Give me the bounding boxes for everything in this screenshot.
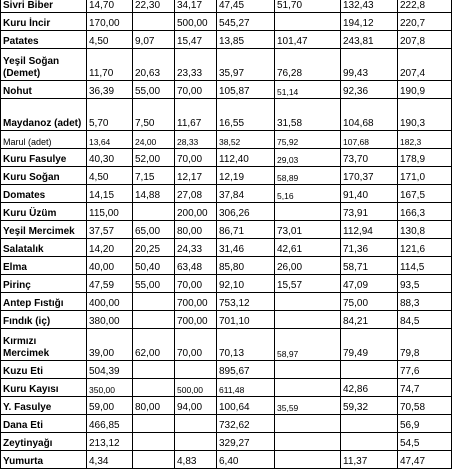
value-cell-c6: 112,94 [341,221,398,239]
table-row [1,397,452,415]
table-row [1,131,452,149]
value-cell-c3: 63,48 [175,257,217,275]
value-cell-c5 [275,361,341,379]
value-cell-c4: 35,97 [217,49,275,81]
value-cell-c4: 85,80 [217,257,275,275]
value-cell-c2: 20,25 [133,239,175,257]
value-cell-c1: 5,70 [87,99,133,131]
value-cell-c6: 91,40 [341,185,398,203]
value-cell-c3: 500,00 [175,379,217,397]
table-row [1,0,452,13]
value-cell-c3: 4,83 [175,451,217,469]
value-cell-c6: 99,43 [341,49,398,81]
value-cell-c7: 74,7 [398,379,452,397]
value-cell-c3: 11,67 [175,99,217,131]
value-cell-c5 [275,203,341,221]
value-cell-c4: 105,87 [217,81,275,99]
value-cell-c4: 86,71 [217,221,275,239]
value-cell-c5: 31,58 [275,99,341,131]
value-cell-c6: 107,68 [341,131,398,149]
value-cell-c6: 194,12 [341,13,398,31]
value-cell-c4: 70,13 [217,329,275,361]
value-cell-c3: 94,00 [175,397,217,415]
value-cell-c5: 75,92 [275,131,341,149]
value-cell-c7: 220,7 [398,13,452,31]
product-name-cell: Kuru Üzüm [1,203,87,221]
value-cell-c4: 100,64 [217,397,275,415]
value-cell-c7: 130,8 [398,221,452,239]
value-cell-c1: 39,00 [87,329,133,361]
value-cell-c2 [133,379,175,397]
value-cell-c5 [275,379,341,397]
value-cell-c5: 76,28 [275,49,341,81]
value-cell-c5: 29,03 [275,149,341,167]
value-cell-c5 [275,311,341,329]
value-cell-c4: 306,26 [217,203,275,221]
value-cell-c6: 104,68 [341,99,398,131]
table-row [1,275,452,293]
value-cell-c2 [133,203,175,221]
value-cell-c3: 28,33 [175,131,217,149]
value-cell-c5: 42,61 [275,239,341,257]
value-cell-c6: 71,36 [341,239,398,257]
value-cell-c1: 400,00 [87,293,133,311]
table-row [1,167,452,185]
price-table-body [1,0,452,469]
value-cell-c5 [275,293,341,311]
value-cell-c6: 170,37 [341,167,398,185]
value-cell-c5: 51,14 [275,81,341,99]
value-cell-c6: 42,86 [341,379,398,397]
table-row [1,81,452,99]
table-row [1,185,452,203]
product-name-cell: Zeytinyağı [1,433,87,451]
value-cell-c7: 222,8 [398,0,452,13]
value-cell-c3: 200,00 [175,203,217,221]
value-cell-c6: 47,09 [341,275,398,293]
value-cell-c5 [275,433,341,451]
value-cell-c3: 70,00 [175,149,217,167]
value-cell-c5 [275,415,341,433]
value-cell-c6 [341,433,398,451]
value-cell-c1: 14,70 [87,0,133,13]
value-cell-c5 [275,13,341,31]
product-name-cell: Kırmızı Mercimek [1,329,87,361]
value-cell-c2: 9,07 [133,31,175,49]
product-name-cell: Y. Fasulye [1,397,87,415]
value-cell-c3: 12,17 [175,167,217,185]
product-name-cell: Yeşil Soğan (Demet) [1,49,87,81]
value-cell-c3 [175,415,217,433]
value-cell-c1: 115,00 [87,203,133,221]
value-cell-c1: 213,12 [87,433,133,451]
value-cell-c2 [133,415,175,433]
value-cell-c5: 15,57 [275,275,341,293]
value-cell-c6: 132,43 [341,0,398,13]
value-cell-c3: 70,00 [175,275,217,293]
value-cell-c6: 75,00 [341,293,398,311]
value-cell-c2: 20,63 [133,49,175,81]
value-cell-c3: 70,00 [175,329,217,361]
value-cell-c7: 182,3 [398,131,452,149]
value-cell-c1: 504,39 [87,361,133,379]
value-cell-c5: 51,70 [275,0,341,13]
table-row [1,379,452,397]
value-cell-c2: 50,40 [133,257,175,275]
value-cell-c1: 40,30 [87,149,133,167]
value-cell-c6: 58,71 [341,257,398,275]
value-cell-c5: 101,47 [275,31,341,49]
value-cell-c2: 80,00 [133,397,175,415]
table-row [1,31,452,49]
value-cell-c1: 466,85 [87,415,133,433]
value-cell-c1: 4,50 [87,31,133,49]
value-cell-c4: 13,85 [217,31,275,49]
value-cell-c7: 70,58 [398,397,452,415]
value-cell-c4: 31,46 [217,239,275,257]
value-cell-c2: 7,50 [133,99,175,131]
product-name-cell: Kuru İncir [1,13,87,31]
value-cell-c1: 14,15 [87,185,133,203]
value-cell-c2 [133,13,175,31]
value-cell-c3: 27,08 [175,185,217,203]
table-row [1,361,452,379]
value-cell-c7: 56,9 [398,415,452,433]
value-cell-c6 [341,415,398,433]
value-cell-c5: 58,89 [275,167,341,185]
value-cell-c1: 380,00 [87,311,133,329]
value-cell-c3: 23,33 [175,49,217,81]
value-cell-c2 [133,433,175,451]
value-cell-c7: 114,5 [398,257,452,275]
value-cell-c4: 37,84 [217,185,275,203]
product-name-cell: Yeşil Mercimek [1,221,87,239]
product-name-cell: Salatalık [1,239,87,257]
table-row [1,257,452,275]
value-cell-c2: 14,88 [133,185,175,203]
value-cell-c4: 545,27 [217,13,275,31]
value-cell-c6: 11,37 [341,451,398,469]
value-cell-c7: 47,47 [398,451,452,469]
product-name-cell: Elma [1,257,87,275]
value-cell-c2: 62,00 [133,329,175,361]
value-cell-c4: 611,48 [217,379,275,397]
value-cell-c4: 753,12 [217,293,275,311]
value-cell-c4: 6,40 [217,451,275,469]
table-row [1,311,452,329]
value-cell-c2: 55,00 [133,81,175,99]
value-cell-c4: 732,62 [217,415,275,433]
value-cell-c7: 190,3 [398,99,452,131]
value-cell-c3: 700,00 [175,311,217,329]
value-cell-c1: 11,70 [87,49,133,81]
value-cell-c4: 38,52 [217,131,275,149]
product-name-cell: Yumurta [1,451,87,469]
value-cell-c3: 15,47 [175,31,217,49]
value-cell-c6: 73,91 [341,203,398,221]
value-cell-c5: 35,59 [275,397,341,415]
value-cell-c5 [275,451,341,469]
value-cell-c4: 701,10 [217,311,275,329]
value-cell-c5: 73,01 [275,221,341,239]
value-cell-c2: 55,00 [133,275,175,293]
value-cell-c3 [175,361,217,379]
table-row [1,13,452,31]
value-cell-c1: 40,00 [87,257,133,275]
value-cell-c6 [341,361,398,379]
value-cell-c5: 58,97 [275,329,341,361]
table-row [1,415,452,433]
table-row [1,239,452,257]
value-cell-c3: 34,17 [175,0,217,13]
value-cell-c3: 500,00 [175,13,217,31]
value-cell-c6: 73,70 [341,149,398,167]
table-row [1,221,452,239]
value-cell-c7: 167,5 [398,185,452,203]
value-cell-c2: 7,15 [133,167,175,185]
value-cell-c7: 77,6 [398,361,452,379]
value-cell-c4: 16,55 [217,99,275,131]
value-cell-c1: 4,50 [87,167,133,185]
table-row [1,451,452,469]
value-cell-c1: 13,64 [87,131,133,149]
value-cell-c1: 36,39 [87,81,133,99]
table-row [1,433,452,451]
value-cell-c5: 5,16 [275,185,341,203]
value-cell-c2: 52,00 [133,149,175,167]
value-cell-c7: 171,0 [398,167,452,185]
value-cell-c6: 92,36 [341,81,398,99]
value-cell-c7: 79,8 [398,329,452,361]
value-cell-c2: 24,00 [133,131,175,149]
value-cell-c1: 59,00 [87,397,133,415]
product-name-cell: Fındık (iç) [1,311,87,329]
value-cell-c6: 243,81 [341,31,398,49]
product-name-cell: Kuru Soğan [1,167,87,185]
product-name-cell: Patates [1,31,87,49]
product-name-cell: Domates [1,185,87,203]
value-cell-c7: 207,4 [398,49,452,81]
table-row [1,49,452,81]
value-cell-c2: 65,00 [133,221,175,239]
value-cell-c3: 70,00 [175,81,217,99]
value-cell-c5: 26,00 [275,257,341,275]
value-cell-c1: 350,00 [87,379,133,397]
value-cell-c3: 24,33 [175,239,217,257]
value-cell-c1: 170,00 [87,13,133,31]
value-cell-c7: 166,3 [398,203,452,221]
value-cell-c2 [133,311,175,329]
value-cell-c4: 12,19 [217,167,275,185]
value-cell-c6: 84,21 [341,311,398,329]
product-name-cell: Sivri Biber [1,0,87,13]
product-name-cell: Kuzu Eti [1,361,87,379]
product-name-cell: Kuru Fasulye [1,149,87,167]
value-cell-c6: 79,49 [341,329,398,361]
value-cell-c4: 895,67 [217,361,275,379]
value-cell-c2: 22,30 [133,0,175,13]
product-name-cell: Nohut [1,81,87,99]
table-row [1,293,452,311]
value-cell-c7: 121,6 [398,239,452,257]
table-row [1,329,452,361]
value-cell-c4: 47,45 [217,0,275,13]
value-cell-c4: 112,40 [217,149,275,167]
value-cell-c1: 4,34 [87,451,133,469]
value-cell-c7: 207,8 [398,31,452,49]
value-cell-c3: 700,00 [175,293,217,311]
value-cell-c7: 54,5 [398,433,452,451]
value-cell-c1: 14,20 [87,239,133,257]
value-cell-c4: 329,27 [217,433,275,451]
value-cell-c4: 92,10 [217,275,275,293]
value-cell-c2 [133,361,175,379]
value-cell-c3: 80,00 [175,221,217,239]
value-cell-c1: 47,59 [87,275,133,293]
value-cell-c3 [175,433,217,451]
table-row [1,149,452,167]
value-cell-c7: 178,9 [398,149,452,167]
product-name-cell: Marul (adet) [1,131,87,149]
product-name-cell: Dana Eti [1,415,87,433]
value-cell-c2 [133,451,175,469]
product-name-cell: Pirinç [1,275,87,293]
value-cell-c7: 93,5 [398,275,452,293]
table-row [1,99,452,131]
table-row [1,203,452,221]
value-cell-c2 [133,293,175,311]
value-cell-c7: 88,3 [398,293,452,311]
value-cell-c6: 59,32 [341,397,398,415]
value-cell-c7: 190,9 [398,81,452,99]
product-name-cell: Antep Fıstığı [1,293,87,311]
value-cell-c1: 37,57 [87,221,133,239]
product-name-cell: Maydanoz (adet) [1,99,87,131]
value-cell-c7: 84,5 [398,311,452,329]
product-name-cell: Kuru Kayısı [1,379,87,397]
